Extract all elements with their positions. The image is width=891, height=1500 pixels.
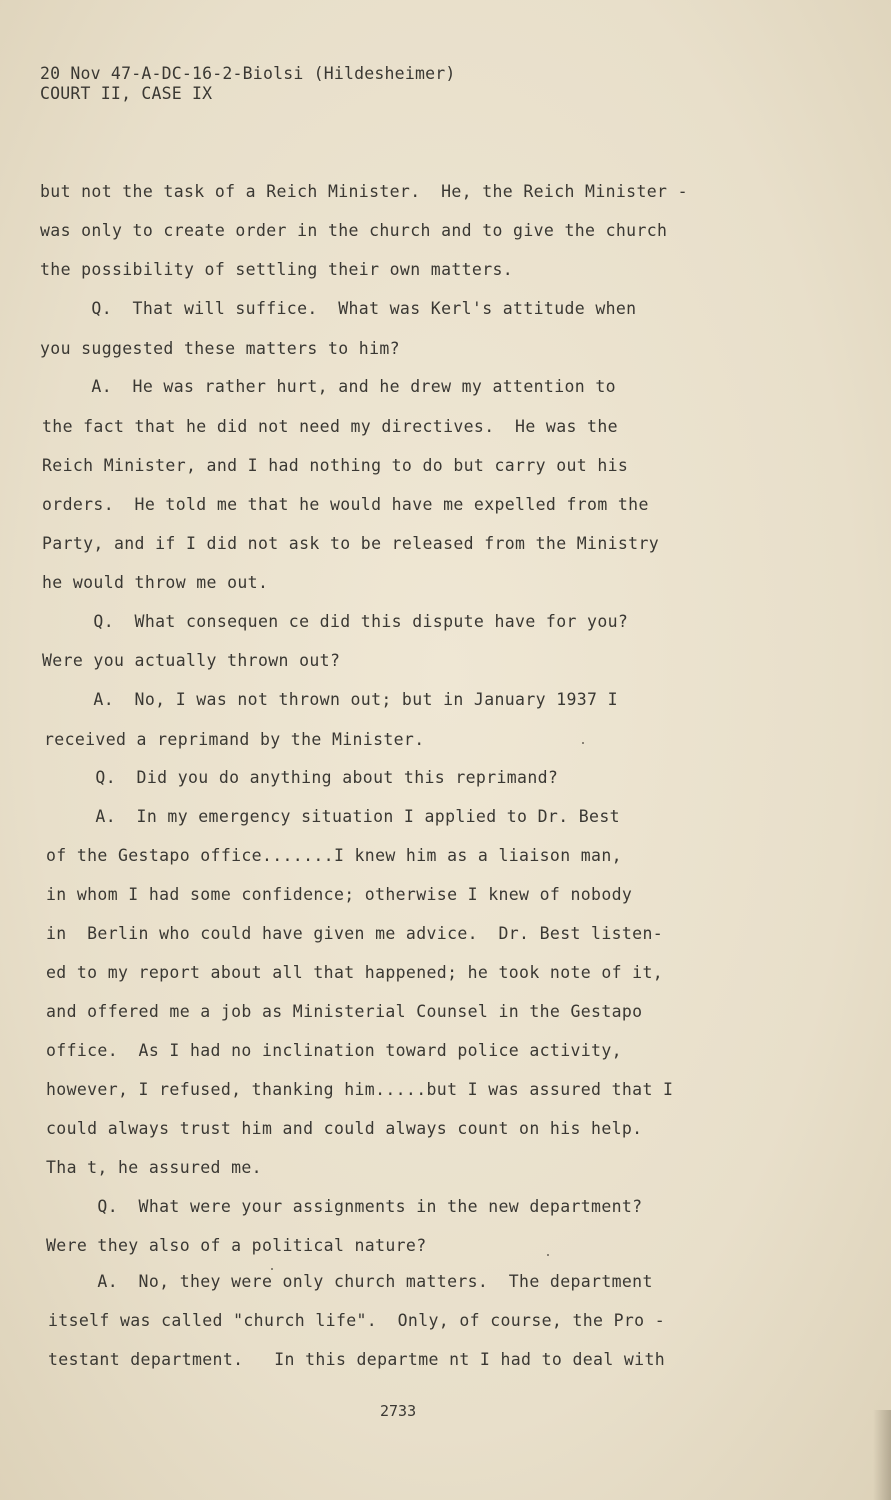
transcript-line: in whom I had some confidence; otherwise I knew of nobody (46, 885, 633, 904)
transcript-line: of the Gestapo office.......I knew him as a liaison man, (46, 846, 622, 865)
transcript-line: Q. Did you do anything about this reprimand? (44, 768, 559, 787)
transcript-line: ed to my report about all that happened; he took note of it, (46, 963, 664, 982)
transcript-line: received a reprimand by the Minister. (44, 730, 425, 749)
transcript-line: was only to create order in the church and to give the church (40, 221, 668, 240)
paper-speck (271, 1268, 273, 1270)
transcript-line: the possibility of settling their own matters. (40, 260, 514, 279)
transcript-line: A. No, they were only church matters. The department (46, 1272, 653, 1291)
transcript-line: but not the task of a Reich Minister. He, the Reich Minister - (40, 182, 688, 201)
transcript-line: however, I refused, thanking him.....but I was assured that I (46, 1080, 674, 1099)
transcript-line: Reich Minister, and I had nothing to do but carry out his (42, 456, 629, 475)
transcript-line: the fact that he did not need my directives. He was the (42, 417, 618, 436)
transcript-line: in Berlin who could have given me advice. Dr. Best listen- (46, 924, 664, 943)
page-number: 2733 (380, 1402, 417, 1420)
transcript-line: testant department. In this departme nt I had to deal with (48, 1350, 666, 1369)
paper-speck (582, 742, 584, 744)
transcript-line: Q. That will suffice. What was Kerl's attitude when (40, 299, 637, 318)
transcript-line: Were you actually thrown out? (42, 651, 341, 670)
document-header (40, 64, 456, 104)
transcript-line: orders. He told me that he would have me expelled from the (42, 495, 649, 514)
transcript-line: he would throw me out. (42, 573, 269, 592)
transcript-line: could always trust him and could always count on his help. (46, 1119, 643, 1138)
paper-speck (547, 1254, 549, 1256)
header-court-case: COURT II, CASE IX (40, 84, 213, 103)
page-edge-shadow (873, 1410, 891, 1500)
transcript-line: Q. What were your assignments in the new department? (46, 1197, 643, 1216)
transcript-line: and offered me a job as Ministerial Counsel in the Gestapo (46, 1002, 643, 1021)
transcript-line: Were they also of a political nature? (46, 1236, 427, 1255)
transcript-line: office. As I had no inclination toward police activity, (46, 1041, 622, 1060)
transcript-line: Tha t, he assured me. (46, 1158, 262, 1177)
transcript-line: Party, and if I did not ask to be released from the Ministry (42, 534, 660, 553)
header-case-reference: 20 Nov 47-A-DC-16-2-Biolsi (Hildesheimer) (40, 64, 456, 83)
transcript-line: you suggested these matters to him? (40, 339, 400, 358)
transcript-line: A. No, I was not thrown out; but in January 1937 I (42, 690, 618, 709)
transcript-line: Q. What consequen ce did this dispute have for you? (42, 612, 629, 631)
transcript-line: itself was called "church life". Only, of course, the Pro - (48, 1311, 666, 1330)
transcript-line: A. In my emergency situation I applied to Dr. Best (44, 807, 620, 826)
transcript-line: A. He was rather hurt, and he drew my attention to (40, 377, 616, 396)
